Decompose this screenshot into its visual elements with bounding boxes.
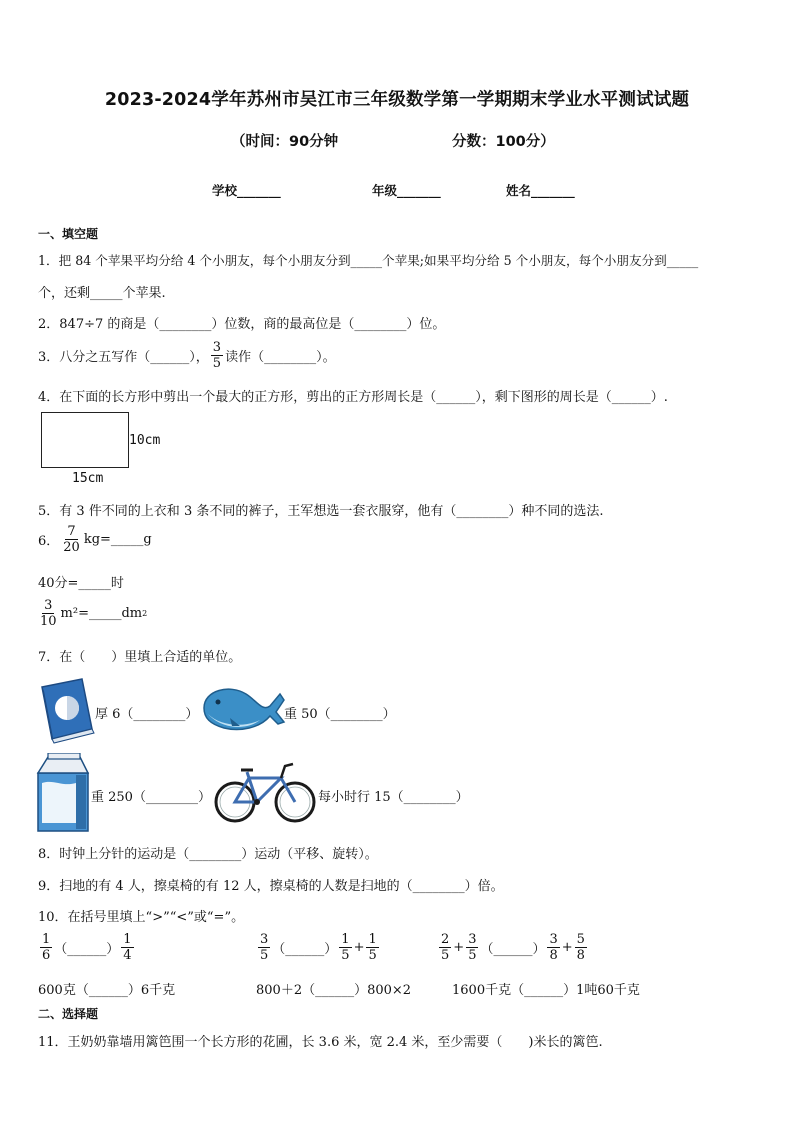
fraction xyxy=(258,932,270,963)
question-3 xyxy=(38,340,336,371)
fraction xyxy=(575,932,587,963)
question-4: 4．在下面的长方形中剪出一个最大的正方形，剪出的正方形周长是（______），剩下图形的周长是（______）. xyxy=(38,390,668,405)
fraction xyxy=(121,932,133,963)
compare-blank: （______） xyxy=(272,942,338,957)
question-7-whale: 重 50（________） xyxy=(284,707,396,722)
question-3-prefix: 3．八分之五写作（______）， xyxy=(38,350,209,365)
compare-blank: （______） xyxy=(480,942,546,957)
rectangle-figure xyxy=(41,412,129,468)
question-1-line2: 个，还剩_____个苹果. xyxy=(38,286,166,301)
fraction-numerator: 1 xyxy=(368,932,377,947)
plus-sign: + xyxy=(561,940,573,955)
question-7-book: 厚 6（________） xyxy=(95,707,199,722)
fraction-numerator: 3 xyxy=(468,932,477,947)
fraction-numerator: 3 xyxy=(260,932,269,947)
question-7-bike: 每小时行 15（________） xyxy=(318,790,469,805)
compare-a xyxy=(38,932,136,963)
name-field: 姓名_______ xyxy=(506,183,575,198)
fraction-numerator: 3 xyxy=(44,598,53,613)
question-5: 5．有 3 件不同的上衣和 3 条不同的裤子，王军想选一套衣服穿，他有（________）种不同的选法. xyxy=(38,504,604,519)
fraction-denominator: 8 xyxy=(549,948,558,963)
compare-e: 800＋2（______）800×2 xyxy=(256,983,412,998)
question-6a-text: kg=_____g xyxy=(83,532,152,547)
question-6b: 40分=_____时 xyxy=(38,576,124,591)
milk-carton-icon xyxy=(36,753,92,833)
fraction-numerator: 2 xyxy=(441,932,450,947)
fraction-denominator: 5 xyxy=(341,948,350,963)
fraction xyxy=(366,932,378,963)
book-icon xyxy=(36,677,96,745)
rectangle-height-label: 10cm xyxy=(129,433,161,448)
question-6-label: 6． xyxy=(38,534,60,549)
section-heading-choice: 二、选择题 xyxy=(38,1007,99,1021)
plus-sign: + xyxy=(453,940,465,955)
question-6a xyxy=(38,524,152,555)
fraction-numerator: 1 xyxy=(123,932,132,947)
school-field: 学校_______ xyxy=(212,183,281,198)
question-6c-text: m²=_____dm xyxy=(60,606,143,621)
fraction-denominator: 6 xyxy=(42,948,51,963)
fraction xyxy=(439,932,451,963)
question-11: 11．王奶奶靠墙用篱笆围一个长方形的花圃，长 3.6 米，宽 2.4 米，至少需要（ )米长的篱笆. xyxy=(38,1035,603,1050)
question-7: 7．在（ ）里填上合适的单位。 xyxy=(38,650,242,665)
question-1-line1: 1．把 84 个苹果平均分给 4 个小朋友，每个小朋友分到_____个苹果;如果平均分给 5 个小朋友，每个小朋友分到_____ xyxy=(38,253,699,268)
fraction-denominator: 10 xyxy=(40,614,57,629)
question-3-suffix: 读作（________）。 xyxy=(225,350,336,365)
compare-f: 1600千克（______）1吨60千克 xyxy=(452,983,640,998)
fraction xyxy=(40,932,52,963)
fraction-3-10 xyxy=(38,598,59,629)
compare-blank: （______） xyxy=(54,942,120,957)
fraction-denominator: 5 xyxy=(212,356,222,371)
compare-b xyxy=(256,932,381,963)
section-heading-fill: 一、填空题 xyxy=(38,227,99,241)
fraction-numerator: 3 xyxy=(549,932,558,947)
exam-score: 分数：100分） xyxy=(452,134,555,150)
question-6c xyxy=(36,598,147,629)
whale-icon xyxy=(200,682,286,734)
question-9: 9．扫地的有 4 人，擦桌椅的有 12 人，擦桌椅的人数是扫地的（________）倍。 xyxy=(38,879,504,894)
fraction-numerator: 1 xyxy=(42,932,51,947)
compare-d: 600克（______）6千克 xyxy=(38,983,176,998)
question-10: 10．在括号里填上“>”“<”或“=”。 xyxy=(38,910,245,925)
question-2: 2．847÷7 的商是（________）位数，商的最高位是（________）位。 xyxy=(38,317,446,332)
fraction xyxy=(339,932,351,963)
fraction-numerator: 1 xyxy=(341,932,350,947)
fraction-numerator: 5 xyxy=(576,932,585,947)
fraction-denominator: 5 xyxy=(441,948,450,963)
exam-time: （时间：90分钟 xyxy=(231,134,339,150)
superscript-2: 2 xyxy=(142,609,148,618)
question-8: 8．时钟上分针的运动是（________）运动（平移、旋转）。 xyxy=(38,847,378,862)
fraction-7-20 xyxy=(61,524,82,555)
fraction-denominator: 20 xyxy=(63,540,80,555)
plus-sign: + xyxy=(353,940,365,955)
fraction xyxy=(547,932,559,963)
fraction-numerator: 7 xyxy=(67,524,76,539)
bicycle-icon xyxy=(211,762,319,824)
grade-field: 年级_______ xyxy=(372,183,441,198)
fraction-numerator: 3 xyxy=(212,340,222,355)
fraction-denominator: 5 xyxy=(468,948,477,963)
fraction-denominator: 4 xyxy=(123,948,132,963)
fraction-3-5 xyxy=(211,340,223,371)
fraction-denominator: 8 xyxy=(576,948,585,963)
fraction xyxy=(466,932,478,963)
page-title: 2023-2024学年苏州市吴江市三年级数学第一学期期末学业水平测试试题 xyxy=(104,90,690,110)
fraction-denominator: 5 xyxy=(368,948,377,963)
fraction-denominator: 5 xyxy=(260,948,269,963)
rectangle-width-label: 15cm xyxy=(72,471,104,486)
question-7-milk: 重 250（________） xyxy=(91,790,211,805)
compare-c xyxy=(437,932,589,963)
